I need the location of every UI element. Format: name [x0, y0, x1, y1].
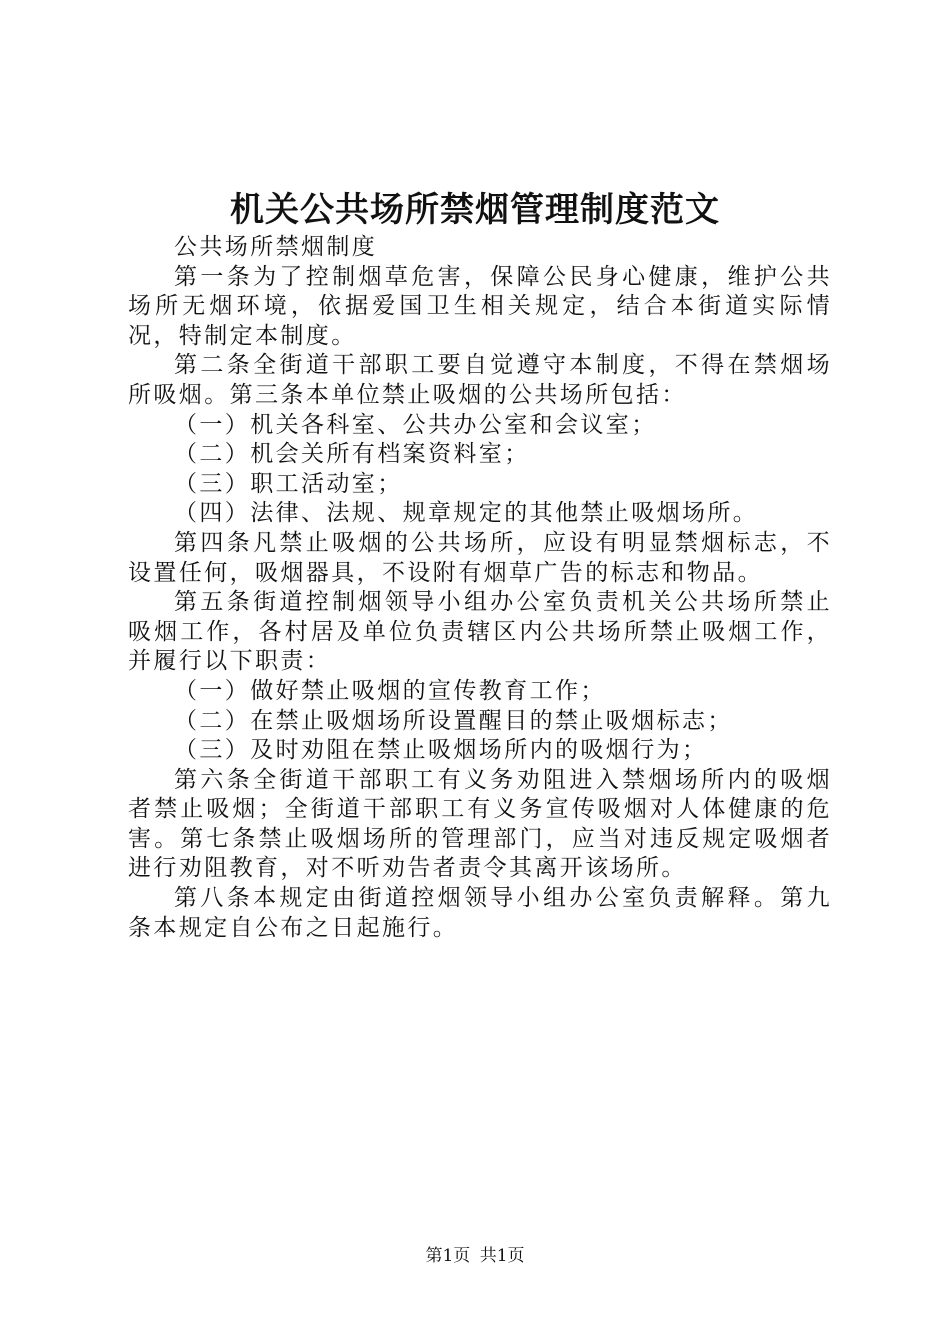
document-title: 机关公共场所禁烟管理制度范文	[230, 190, 720, 230]
paragraph: 第四条凡禁止吸烟的公共场所，应设有明显禁烟标志，不设置任何，吸烟器具，不设附有烟草广告的标志和物品。	[128, 529, 832, 586]
page-footer	[0, 1244, 950, 1268]
paragraph: 第五条街道控制烟领导小组办公室负责机关公共场所禁止吸烟工作，各村居及单位负责辖区内公共场所禁止吸烟工作，并履行以下职责：	[128, 589, 832, 675]
paragraph: （二）在禁止吸烟场所设置醒目的禁止吸烟标志；	[174, 707, 733, 734]
paragraph: （一）做好禁止吸烟的宣传教育工作；	[174, 677, 606, 704]
paragraph: 公共场所禁烟制度	[174, 234, 378, 260]
paragraph: 第八条本规定由街道控烟领导小组办公室负责解释。第九条本规定自公布之日起施行。	[128, 885, 832, 941]
document-body	[128, 233, 832, 943]
paragraph: 第二条全街道干部职工要自觉遵守本制度，不得在禁烟场所吸烟。第三条本单位禁止吸烟的公共场所包括：	[128, 352, 832, 408]
paragraph: （三）及时劝阻在禁止吸烟场所内的吸烟行为；	[174, 737, 708, 764]
page-total: 共1页	[479, 1246, 525, 1266]
paragraph: （三）职工活动室；	[174, 470, 403, 497]
page-number: 第1页	[425, 1246, 471, 1266]
paragraph: 第六条全街道干部职工有义务劝阻进入禁烟场所内的吸烟者禁止吸烟；全街道干部职工有义务宣传吸烟对人体健康的危害。第七条禁止吸烟场所的管理部门，应当对违反规定吸烟者进行劝阻教育，对不听劝告者责令其离开该场所。	[128, 766, 832, 882]
paragraph: （四）法律、法规、规章规定的其他禁止吸烟场所。	[174, 500, 759, 527]
paragraph: 第一条为了控制烟草危害，保障公民身心健康，维护公共场所无烟环境，依据爱国卫生相关规定，结合本街道实际情况，特制定本制度。	[128, 263, 832, 349]
paragraph: （一）机关各科室、公共办公室和会议室；	[174, 411, 657, 438]
paragraph: （二）机会关所有档案资料室；	[174, 441, 530, 468]
